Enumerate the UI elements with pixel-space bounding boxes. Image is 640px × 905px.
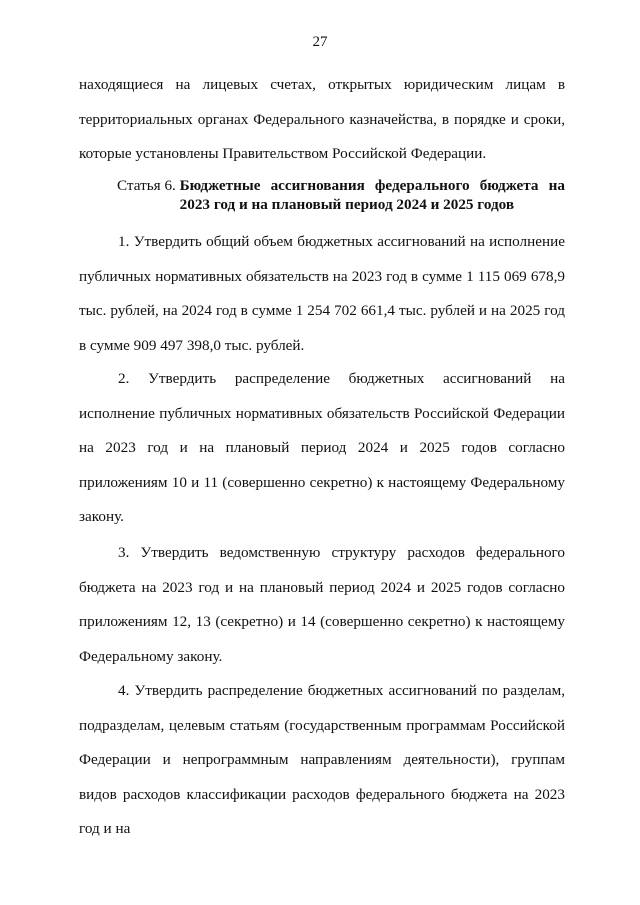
paragraph-4: 4. Утвердить распределение бюджетных ассигнований по разделам, подразделам, целевым статьям (государственным программам Российской Федерации и непрограммным направлениям деятельности), группам видов расходов классификации расходов федерального бюджета на 2023 год и на — [79, 682, 565, 838]
article-title-line-1: Бюджетные ассигнования федерального бюджета на — [179, 177, 565, 194]
paragraph-2: 2. Утвердить распределение бюджетных ассигнований на исполнение публичных нормативных обязательств Российской Федерации на 2023 год и на плановый период 2024 и 2025 годов согласно приложениям 10 и 11 (совершенно секретно) к настоящему Федеральному закону. — [79, 370, 565, 526]
paragraph-1: 1. Утвердить общий объем бюджетных ассигнований на исполнение публичных нормативных обязательств на 2023 год в сумме 1 115 069 678,9 тыс. рублей, на 2024 год в сумме 1 254 702 661,4 тыс. рублей и на 2025 год в сумме 909 497 398,0 тыс. рублей. — [79, 233, 565, 354]
article-label: Статья 6. — [117, 177, 176, 194]
paragraph-3: 3. Утвердить ведомственную структуру расходов федерального бюджета на 2023 год и на плановый период 2024 и 2025 годов согласно приложениям 12, 13 (секретно) и 14 (совершенно секретно) к настоящему Федеральному закону. — [79, 544, 565, 665]
article-heading — [117, 176, 565, 214]
article-title — [180, 176, 565, 214]
page-number: 27 — [312, 34, 328, 50]
intro-paragraph: находящиеся на лицевых счетах, открытых юридическим лицам в территориальных органах Федерального казначейства, в порядке и сроки, которые установлены Правительством Российской Федерации. — [79, 76, 565, 163]
article-title-line-2: 2023 год и на плановый период 2024 и 2025 годов — [179, 196, 515, 213]
